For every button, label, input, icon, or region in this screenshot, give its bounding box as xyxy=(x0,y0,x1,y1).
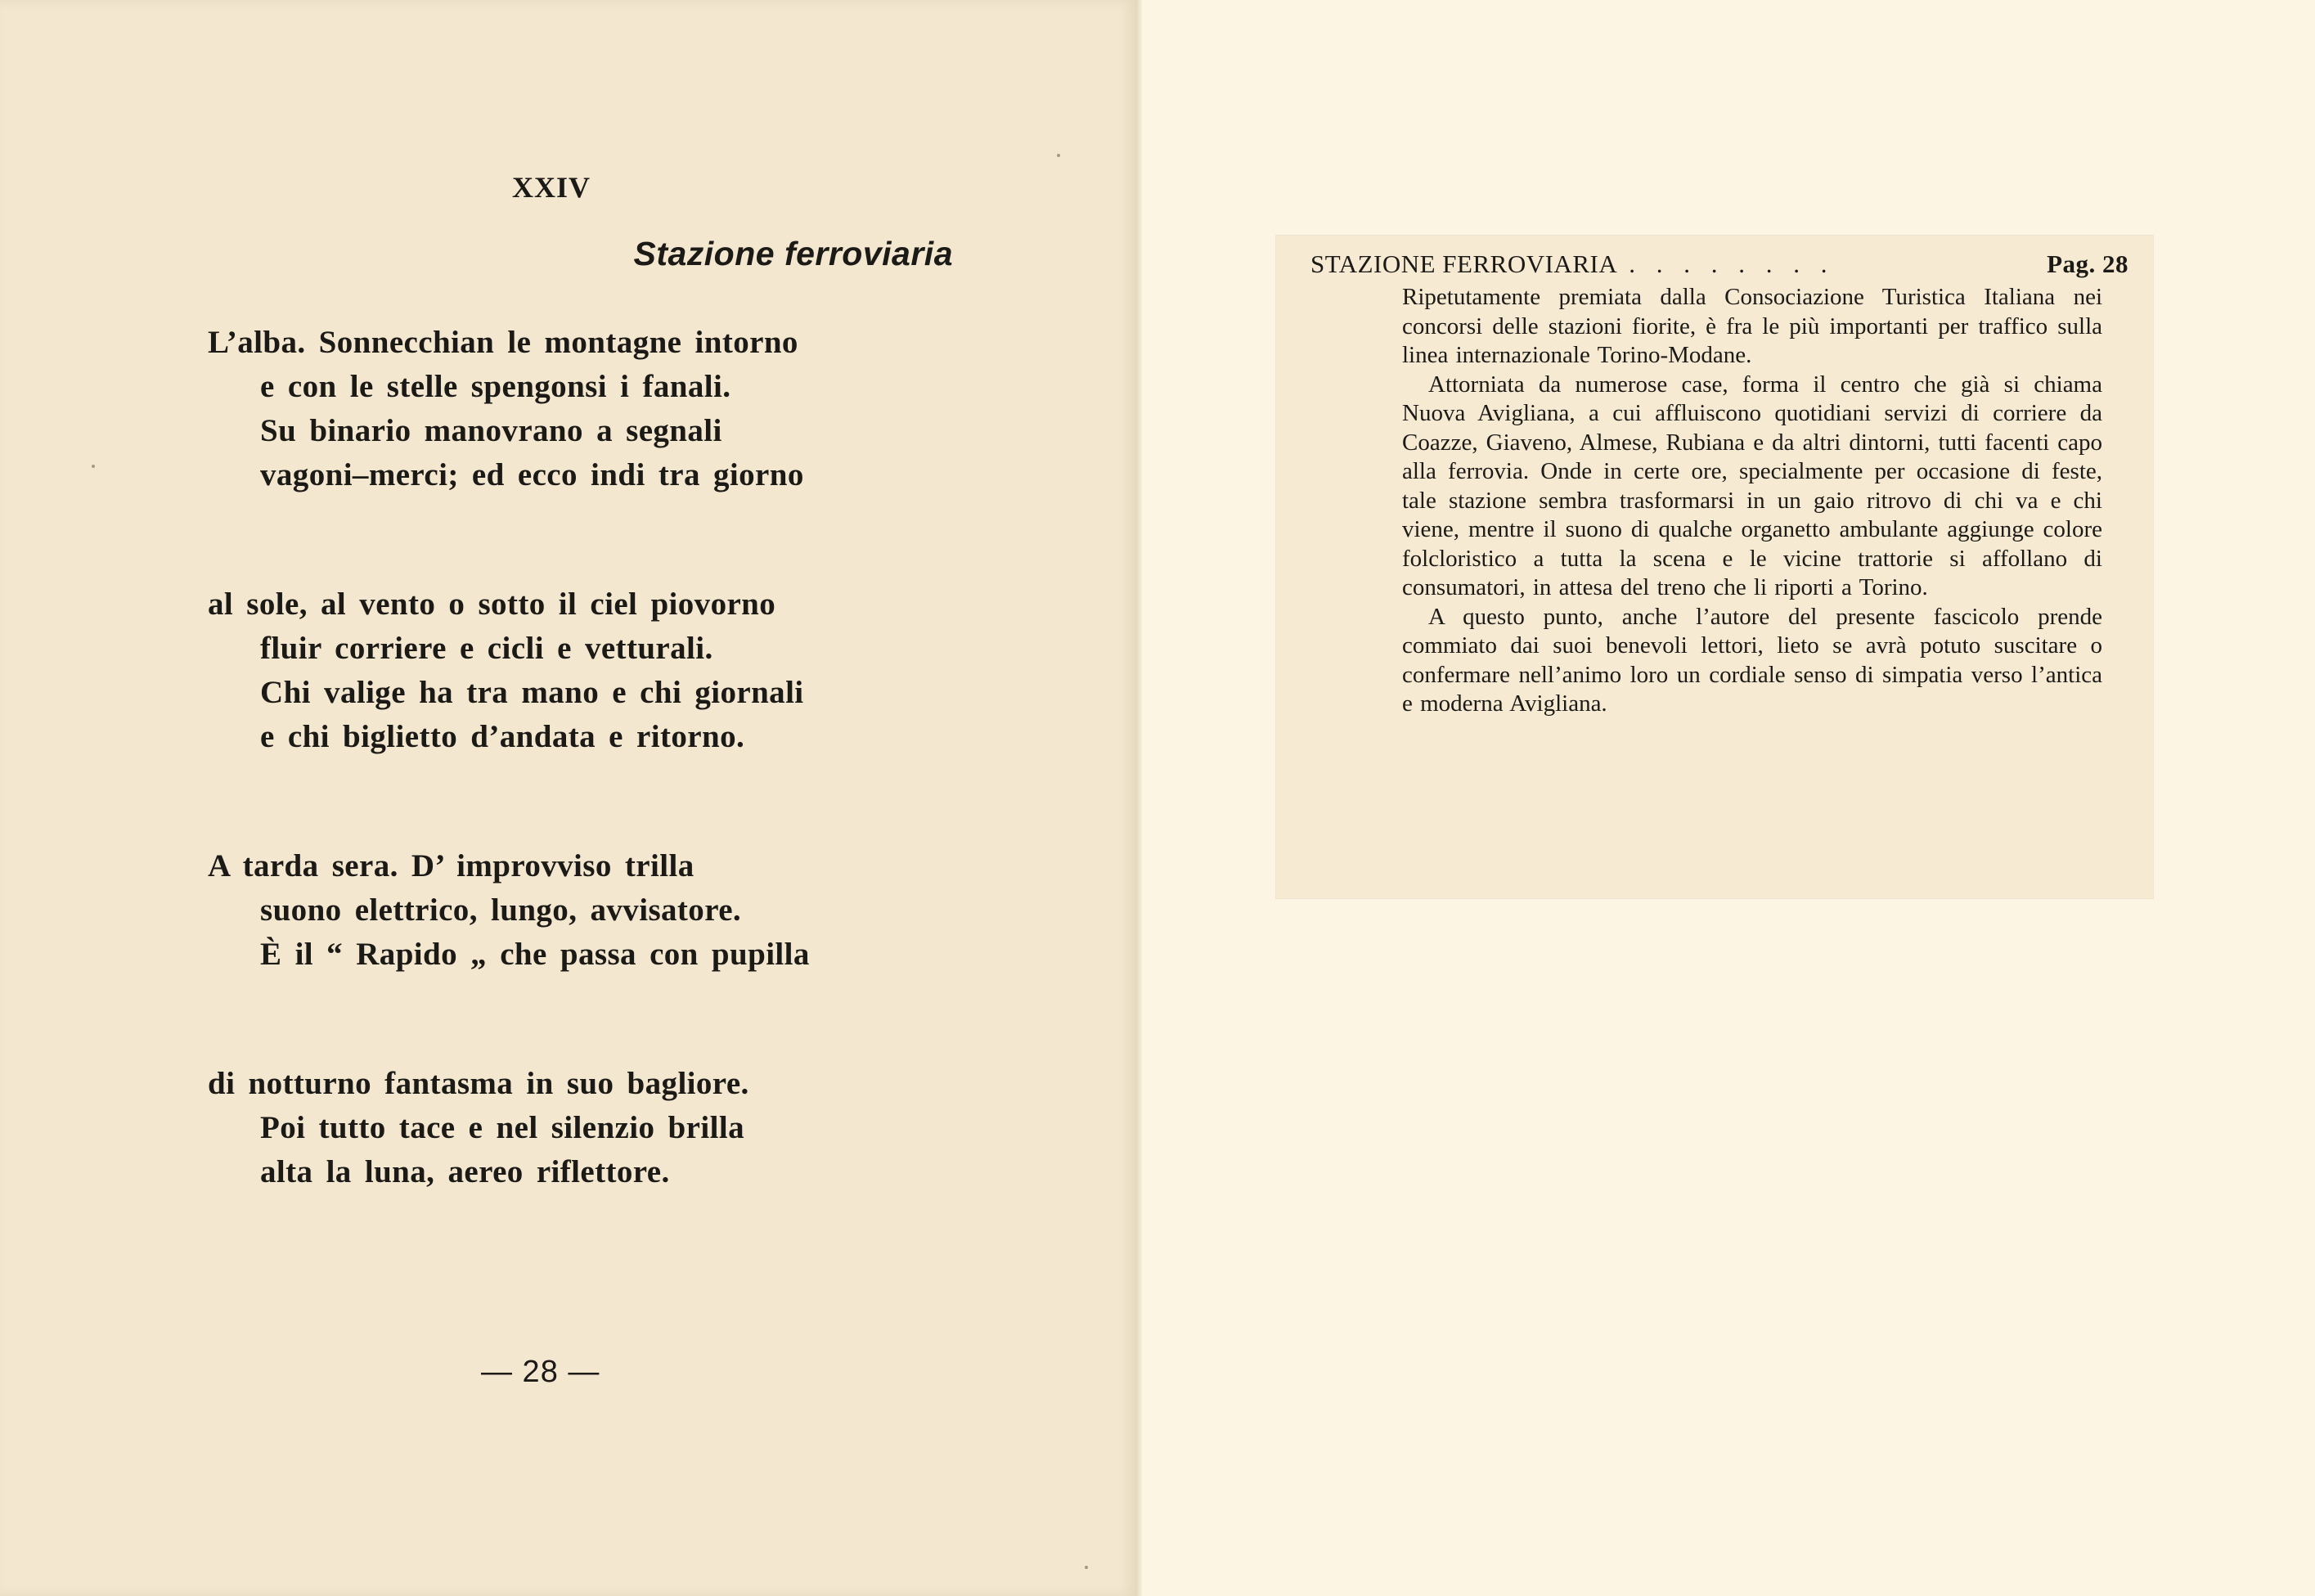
stanza-2 xyxy=(208,582,944,759)
verse: Su binario manovrano a segnali xyxy=(260,413,722,448)
verse: Poi tutto tace e nel silenzio brilla xyxy=(260,1110,744,1145)
clipping-header xyxy=(1310,249,2128,280)
verse: e con le stelle spengonsi i fanali. xyxy=(260,369,731,404)
clipping-header-title: STAZIONE FERROVIARIA xyxy=(1310,250,1618,278)
verse: È il “ Rapido „ che passa con pupilla xyxy=(260,937,810,972)
left-page xyxy=(0,0,1135,1596)
verse: di notturno fantasma in suo bagliore. xyxy=(208,1066,749,1101)
page-gutter xyxy=(1135,0,1142,1596)
chapter-number: XXIV xyxy=(512,171,591,204)
verse: A tarda sera. D’ improvviso trilla xyxy=(208,848,694,883)
verse: e chi biglietto d’andata e ritorno. xyxy=(260,719,745,754)
page-number: — 28 — xyxy=(481,1355,600,1389)
verse: alta la luna, aereo riflettore. xyxy=(260,1154,670,1189)
poem-title: Stazione ferroviaria xyxy=(633,235,953,272)
stanza-1 xyxy=(208,321,944,497)
clipping-paragraph: A questo punto, anche l’autore del presente fascicolo prende commiato dai suoi benevoli lettori, lieto se avrà potuto suscitare o confermare nell’animo loro un cordiale senso di simpatia verso l’antica e moderna Avigliana. xyxy=(1402,603,2102,717)
paper-speck xyxy=(1085,1566,1088,1569)
poem xyxy=(208,321,944,1194)
clipping-body xyxy=(1402,283,2102,719)
verse: Chi valige ha tra mano e chi giornali xyxy=(260,675,804,710)
paper-speck xyxy=(1057,154,1060,157)
index-clipping xyxy=(1276,236,2153,898)
verse: L’alba. Sonnecchian le montagne intorno xyxy=(208,325,798,360)
clipping-paragraph: Ripetutamente premiata dalla Consociazione Turistica Italiana nei concorsi delle stazioni fiorite, è fra le più importanti per traffico sulla linea internazionale Torino-Modane. xyxy=(1402,284,2102,368)
paper-speck xyxy=(92,465,95,468)
leader-dots: . . . . . . . . xyxy=(1629,250,1835,278)
clipping-paragraph: Attorniata da numerose case, forma il centro che già si chiama Nuova Avigliana, a cui affluiscono quotidiani servizi di corriere da Coazze, Giaveno, Almese, Rubiana e da altri dintorni, tutti facenti capo alla ferrovia. Onde in certe ore, specialmente per occasione di feste, tale stazione sembra trasformarsi in un gaio ritrovo di chi va e chi viene, mentre il suono di qualche organetto ambulante aggiunge colore folcloristico a tutta la scena e le vicine trattorie si affollano di consumatori, in attesa del treno che li riporti a Torino. xyxy=(1402,371,2102,600)
verse: vagoni–merci; ed ecco indi tra giorno xyxy=(260,457,804,492)
clipping-page-reference: Pag. 28 xyxy=(2047,250,2128,278)
verse: al sole, al vento o sotto il ciel piovorno xyxy=(208,587,776,622)
verse: fluir corriere e cicli e vetturali. xyxy=(260,631,713,666)
verse: suono elettrico, lungo, avvisatore. xyxy=(260,892,742,928)
stanza-3 xyxy=(208,844,944,977)
stanza-4 xyxy=(208,1062,944,1194)
